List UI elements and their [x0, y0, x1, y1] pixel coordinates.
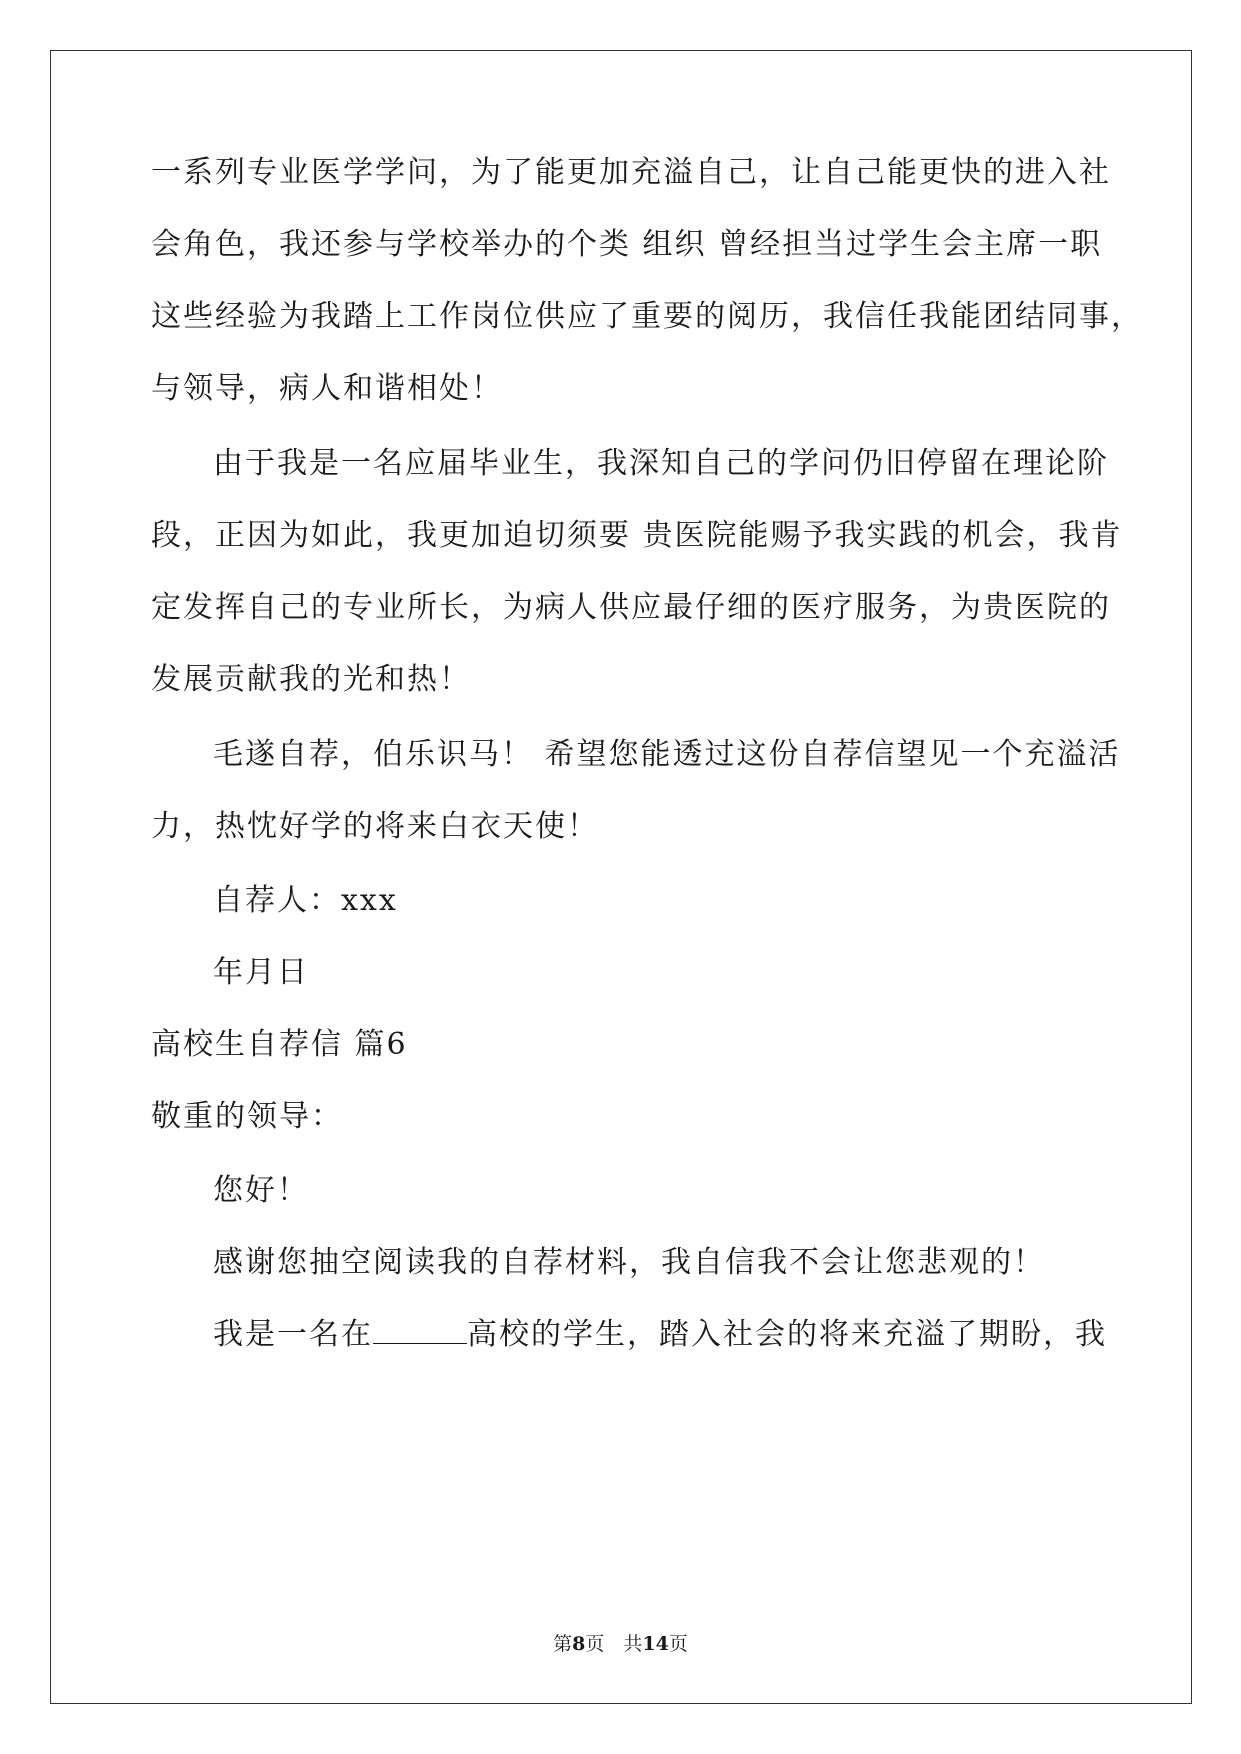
line-text-before-blank: 我是一名在 [213, 1317, 373, 1352]
body-line: 定发挥自己的专业所长，为病人供应最仔细的医疗服务，为贵医院的 [151, 590, 1111, 625]
signature-line: 自荐人：xxx [213, 883, 398, 918]
salutation: 敬重的领导： [151, 1099, 343, 1134]
greeting: 您好！ [213, 1173, 309, 1208]
paragraph-first-line: 由于我是一名应届毕业生，我深知自己的学问仍旧停留在理论阶 [213, 446, 1109, 481]
current-page-number: 8 [572, 1633, 586, 1655]
body-line: 力，热忱好学的将来白衣天使！ [151, 809, 599, 844]
total-page-number: 14 [642, 1633, 669, 1655]
body-line: 发展贡献我的光和热！ [151, 662, 471, 697]
paragraph-first-line: 感谢您抽空阅读我的自荐材料，我自信我不会让您悲观的！ [213, 1245, 1045, 1280]
page-footer [0, 1632, 1241, 1656]
paragraph-first-line [213, 1315, 1107, 1355]
footer-middle: 页 共 [585, 1633, 643, 1655]
body-line: 会角色，我还参与学校举办的个类 组织 曾经担当过学生会主席一职 [151, 227, 1103, 262]
fill-in-blank [373, 1317, 467, 1344]
body-line: 段，正因为如此，我更加迫切须要 贵医院能赐予我实践的机会，我肯 [151, 518, 1123, 553]
footer-suffix: 页 [668, 1633, 688, 1655]
line-text-after-blank: 高校的学生，踏入社会的将来充溢了期盼，我 [467, 1317, 1107, 1352]
body-line: 这些经验为我踏上工作岗位供应了重要的阅历，我信任我能团结同事， [151, 299, 1143, 334]
footer-prefix: 第 [553, 1633, 573, 1655]
date-line: 年月日 [213, 955, 309, 990]
body-line: 一系列专业医学学问，为了能更加充溢自己，让自己能更快的进入社 [151, 155, 1111, 190]
section-heading: 高校生自荐信 篇6 [151, 1027, 408, 1062]
body-line: 与领导，病人和谐相处！ [151, 371, 503, 406]
paragraph-first-line: 毛遂自荐，伯乐识马！ 希望您能透过这份自荐信望见一个充溢活 [213, 737, 1121, 772]
